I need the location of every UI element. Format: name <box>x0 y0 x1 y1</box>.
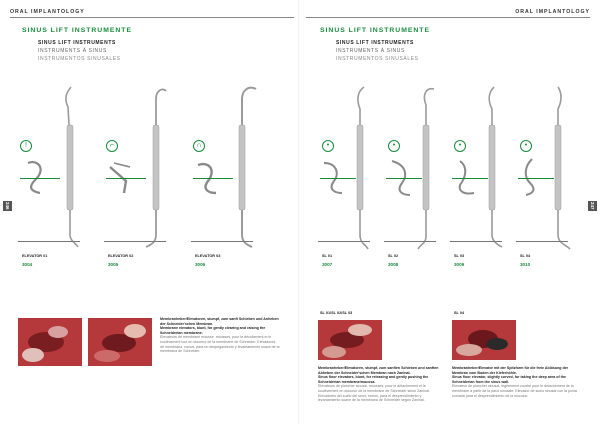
right-subtitle-it: INSTRUMENTOS SINUSALES <box>336 56 419 62</box>
item-label: SL 02 <box>388 254 399 258</box>
item-label: SL 01 <box>322 254 333 258</box>
left-page-number: 246 <box>5 202 10 210</box>
caption-text: Elevateur de plancher sinusal, légèrement courbé pour le détachement de la membrane à partir de la paroi sinusale. Elevador de suelo sinusal con la punta curvada para el desprendimiento de la mucosa. <box>452 384 577 398</box>
right-page <box>300 0 600 424</box>
item-code: 3007 <box>322 262 333 267</box>
right-page-number: 247 <box>590 202 595 210</box>
tip-view-icon: • <box>388 140 400 152</box>
caption-bold-de: Membranheber/Elevatoren, stumpf, zum sanft Schieben und Anheben der Schneider'schen Membran. <box>160 317 279 326</box>
item-code: 3004 <box>22 262 33 267</box>
item-code: 3010 <box>520 262 531 267</box>
clinical-photo <box>452 320 516 360</box>
caption-bold-en: Membrane elevators, blunt, for gently clearing and raising the Schneiderian membrane. <box>160 326 266 335</box>
item-separator <box>191 241 253 242</box>
instrument-elevator-03 <box>228 85 258 250</box>
clinical-photo <box>18 318 82 366</box>
tip-view-icon: ! <box>20 140 32 152</box>
right-section-title: SINUS LIFT INSTRUMENTE <box>320 27 430 34</box>
clinical-photo <box>318 320 382 360</box>
item-separator <box>104 241 166 242</box>
right-subtitle-de: SINUS LIFT INSTRUMENTS <box>336 40 414 46</box>
item-label: SL 04 <box>520 254 531 258</box>
tip-view-icon: ∩ <box>193 140 205 152</box>
instrument-sl-01 <box>346 85 376 250</box>
tip-view-icon: ⌐ <box>106 140 118 152</box>
left-subtitle-it: INSTRUMENTOS SINUSALES <box>38 56 121 62</box>
clinical-photo <box>88 318 152 366</box>
left-subtitle-de: SINUS LIFT INSTRUMENTS <box>38 40 116 46</box>
right-header-rule <box>306 17 590 18</box>
item-label: ELEVATOR 02 <box>108 254 134 258</box>
photo-label: SL 04 <box>454 311 465 315</box>
tip-marker-line <box>20 178 60 179</box>
right-caption-2 <box>452 366 582 398</box>
caption-bold-en: Sinus floor elevator, slightly curved, for taking the deep area of the Schneiderian from the sinus wall. <box>452 375 567 384</box>
caption-text: Elevateurs de membrane mousse, mousses, pour le décollement et le soulèvement tout en douceur de la membrane de Schneider. Elevadores de membrana, romos, para un despegamiento y levantamiento suave de la membrana de Schneider. <box>160 335 280 354</box>
left-caption <box>160 317 280 354</box>
item-code: 3006 <box>195 262 206 267</box>
item-separator <box>516 241 568 242</box>
instrument-sl-04 <box>544 85 574 250</box>
instrument-sl-02 <box>412 85 442 250</box>
caption-bold-de: Membranheber/Elevatoren, stumpf, zum sanften Schieben und sanften Abheben der Schneider'schen Membran nach Zaninal. <box>318 366 439 375</box>
item-code: 3005 <box>108 262 119 267</box>
photo-label: SL 01/SL 02/SL 03 <box>320 311 353 315</box>
tip-view-icon: • <box>322 140 334 152</box>
left-header-rule <box>10 17 294 18</box>
instrument-elevator-02 <box>142 85 172 250</box>
tip-view-icon: • <box>520 140 532 152</box>
left-header: ORAL IMPLANTOLOGY <box>10 9 85 15</box>
caption-bold-en: Sinus floor elevators, blunt, for releasing and gently pushing the Schneiderian membrane/mucosa. <box>318 375 429 384</box>
right-header: ORAL IMPLANTOLOGY <box>515 9 590 15</box>
item-code: 3009 <box>454 262 465 267</box>
item-code: 3008 <box>388 262 399 267</box>
instrument-elevator-01 <box>56 85 86 250</box>
tip-marker-line <box>106 178 146 179</box>
tip-marker-line <box>193 178 233 179</box>
item-label: ELEVATOR 03 <box>195 254 221 258</box>
caption-text: Elevateurs de plancher sinusal, mousses, pour le détachement et le soulèvement en douceur de la membrane de Schneider selon Zaninal. Elevadores del suelo del seno, romos, para el desprendimiento y levantamiento suave de la membrana de Schneider según Zaninal. <box>318 384 430 403</box>
item-label: SL 03 <box>454 254 465 258</box>
caption-bold-de: Membranheber/Elevator mit der Spitzform für die freie Ablösung der Membran vom Boden der Kieferhöhle. <box>452 366 569 375</box>
item-separator <box>450 241 502 242</box>
left-subtitle-fr: INSTRUMENTS À SINUS <box>38 48 107 54</box>
tip-view-icon: • <box>454 140 466 152</box>
left-section-title: SINUS LIFT INSTRUMENTE <box>22 27 132 34</box>
item-separator <box>384 241 436 242</box>
item-label: ELEVATOR 01 <box>22 254 48 258</box>
item-separator <box>18 241 80 242</box>
item-separator <box>318 241 370 242</box>
right-caption-1 <box>318 366 444 403</box>
instrument-sl-03 <box>478 85 508 250</box>
right-subtitle-fr: INSTRUMENTS À SINUS <box>336 48 405 54</box>
